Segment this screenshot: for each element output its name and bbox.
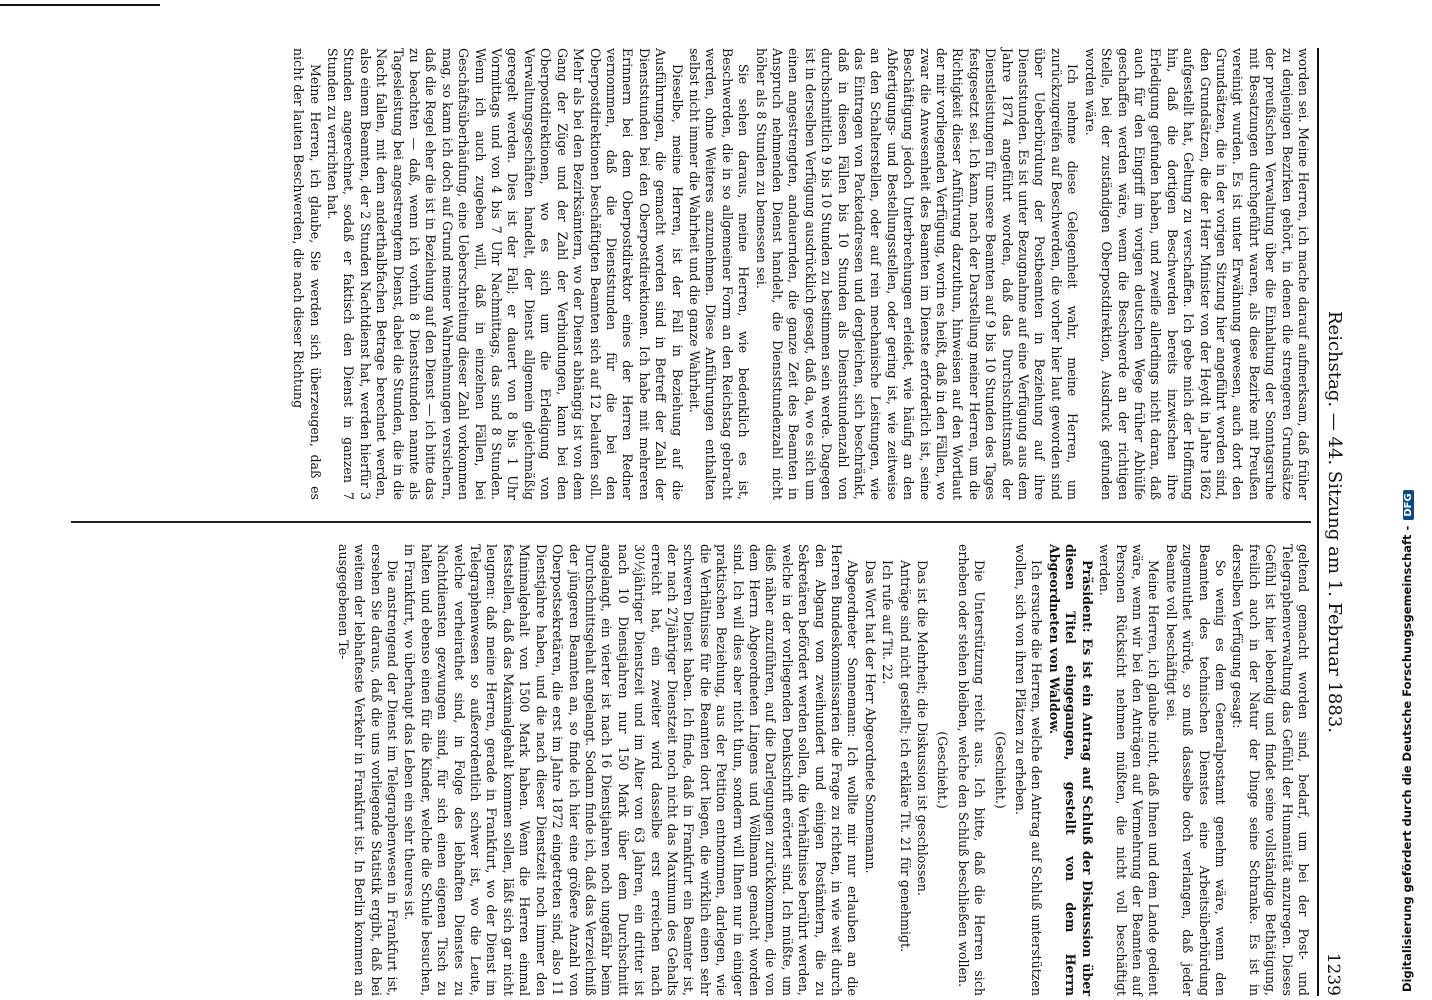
- digitization-credit: [1400, 490, 1414, 992]
- top-edge-line: [0, 4, 160, 6]
- stage-direction: (Geschieht.): [935, 731, 951, 809]
- paragraph: Die anstrengend der Dienst im Telegraphenwesen in Frankfurt ist, ersehen Sie daraus, daß die uns vorliegende Statistik ergibt, daß bei weitem der lebhafteste Verkehr in Frankfurt ist. In Berlin kommen an ausgegebenen Te-: [335, 544, 401, 996]
- paragraph: Ich nehme diese Gelegenheit wahr, meine Herren, um zurückzugreifen auf Beschwerden, die vorher hier laut geworden sind über Ueberbürdung der Postbeamten in Beziehung auf ihre Dienststunden. Es ist unter Bezugnahme auf eine Verfügung aus dem Jahre 1874 angeführt worden, daß das Durchschnittsmaß der Dienstleistungen für unsere Beamten auf 9 bis 10 Stunden des Tages festgesetzt sei. Ich kann, nach der Darstellung meiner Herren, um die Richtigkeit dieser Anführung darzuthun, hinweisen auf den Wortlaut der mir vorliegenden Verfügung, worin es heißt, daß in den Fällen, wo zwar die Anwesenheit des Beamten im Dienste erforderlich ist, seine Beschäftigung jedoch Unterbrechungen erleidet, wie häufig an den Abfertigungs- und Bestellungsstellen, oder gering ist, wie zeitweise an den Schalterstellen, oder auf rein mechanische Leistungen, wie das Eintragen von Packetadressen und dergleichen, sich beschränkt, daß in diesen Fällen bis 10 Stunden als Dienststundenzahl von durchschnittlich 9 bis 10 Stunden zu bestimmen sein werde. Dagegen ist in derselben Verfügung ausdrücklich gesagt, daß da, wo es sich um einen angestrengten, andauernden, die ganze Zeit des Beamten in Anspruch nehmenden Dienst handelt, die Dienststundenzahl nicht höher als 8 Stunden zu bemessen sei.: [753, 48, 1081, 500]
- paragraph: Ich ersuche die Herren, welche den Antrag auf Schluß unterstützen wollen, sich von ihren Plätzen zu erheben.: [1013, 544, 1045, 996]
- paragraph: Das ist die Mehrheit; die Diskussion ist geschlossen.: [915, 560, 931, 896]
- speech-sonnemann: Abgeordneter Sonnemann: Ich wollte mir nur erlauben an die Herren Bundeskommissarien die Frage zu richten, in wie weit durch den Abgang von zweihundert und einigen Postämtern, die zu Sekretären befördert werden sollen, die Verhältnisse berührt werden, welche in der vorliegenden Denkschrift erörtert sind. Ich müßte, um dieß näher anzuführen, auf die Darlegungen zurückkommen, die von dem Herrn Abgeordneten Lingens und Wöllmann gemacht worden sind. Ich will dies aber nicht thun, sondern will Ihnen nur in einiger praktischen Beziehung, aus der Petition entnommen, darlegen, wie die Verhältnisse für die Beamten dort liegen, die wirklich einen sehr schweren Dienst haben. Ich finde, daß in Frankfurt ein Beamter ist, der nach 27jähriger Dienstzeit noch nicht das Maximum des Gehalts erreicht hat, ein zweiter wird dasselbe erst erreichen nach 30½jähriger Dienstzeit und im Alter von 63 Jahren, ein dritter ist nach 10 Dienstjahren nur 150 Mark über dem Durchschnitt angelangt, ein vierter ist nach 16 Dienstjahren noch ungefähr beim Durchschnittsgehalt angelangt. Sodann finde ich, daß das Verzeichniß der jüngeren Beamten an, so finde ich hier eine größere Anzahl von Oberpostsekretären, die erst im Jahre 1872 eingetreten sind, also 11 Dienstjahre haben, und die nach dieser Dienstzeit noch immer den Minimalgehalt von 1500 Mark haben. Wenn die Herren einmal feststellen, daß das Maximalgehalt kommen sollen, läßt sich gar nicht leugnen: daß meine Herren, gerade in Frankfurt, wo der Dienst im Telegraphenwesen so außerordentlich schwer ist, wo die Leute, welche verheirathet sind, in Folge des lebhaften Dienstes zu Nachtdiensten gezwungen sind, für sich einen eigenen Tisch zu halten und ebenso einen für die Kinder, welche die Schule besuchen, in Frankfurt, wo überhaupt das Leben ein sehr theures ist.: [402, 544, 861, 996]
- column-divider: [71, 521, 1311, 523]
- paragraph: Meine Herren, ich glaube, Sie werden sich überzeugen, daß es nicht der lauten Beschwerden, die nach dieser Richtung: [291, 48, 323, 500]
- page-number: 1239: [1323, 952, 1343, 996]
- text-column-left: [289, 48, 1311, 500]
- stage-direction: (Geschieht.): [992, 731, 1008, 809]
- scanned-page: [65, 48, 1345, 996]
- quotation: So wenig es dem Generalpostamt genehm wäre, wenn den Beamten des technischen Dienstes eine Arbeitsüberbürdung zugemuthet würde, so muß dasselbe doch verlangen, daß jeder Beamte voll beschäftigt sei.: [1163, 544, 1228, 996]
- text-column-right: [333, 544, 1311, 996]
- credit-text: Digitalisierung gefördert durch die Deutsche Forschungsgemeinschaft -: [1400, 525, 1414, 992]
- paragraph: Anträge sind nicht gestellt; ich erkläre Tit. 21 für genehmigt.: [897, 560, 913, 953]
- page-title: Reichstag. — 44. Sitzung am 1. Februar 1883.: [1324, 311, 1345, 733]
- paragraph: Ich rufe auf Tit. 22.: [880, 560, 896, 685]
- paragraph: Sie sehen daraus, meine Herren, wie bedenklich es ist, Beschwerden, die in so allgemeiner Form an den Reichstag gebracht werden, ohne Weiteres anzunehmen. Diese Anführungen enthalten selbst nicht immer die Wahrheit und die ganze Wahrheit.: [686, 48, 752, 500]
- paragraph: Die Unterstützung reicht aus. Ich bitte, daß die Herren sich erheben oder stehen bleiben, welche den Schluß beschließen wollen.: [955, 544, 988, 996]
- paragraph: geltend gemacht worden sind, bedarf, um bei der Post- und Telegraphenverwaltung das Gefühl der Humanität anzuregen. Dieses Gefühl ist hier lebendig und findet seine vollständige Bethätigung, freilich auch in der Natur der Dinge seine Schranke. Es ist in derselben Verfügung gesagt:: [1230, 544, 1311, 996]
- dfg-logo: DFG: [1403, 490, 1414, 519]
- page-header: [1321, 48, 1345, 996]
- header-rule: [1317, 48, 1319, 996]
- president-statement: Präsident: Es ist ein Antrag auf Schluß der Diskussion über diesen Titel eingegangen, gestellt von dem Herrn Abgeordneten von Waldow.: [1046, 544, 1095, 996]
- paragraph: Dieselbe, meine Herren, ist der Fall in Beziehung auf die Ausführungen, die gemacht worden sind in Betreff der Zahl der Dienststunden bei den Oberpostdirektionen. Ich habe mit mehreren Erinnern bei dem Oberpostdirektor eines der Herren Redner vernommen, daß die Dienststunden für die bei den Oberpostdirektionen beschäftigten Beamten sich auf 12 belaufen soll. Mehr als bei den Bezirksämtern, wo der Dienst abhängig ist von dem Gang der Züge und der Zahl der Verbindungen, kann bei den Oberpostdirektionen, wo es sich um die Erledigung von Verwaltungsgeschäften handelt, der Dienst allgemein gleichmäßig geregelt werden. Dies ist der Fall; er dauert von 8 bis 1 Uhr Vormittags und von 4 bis 7 Uhr Nachmittags, das sind 8 Stunden. Wenn ich auch zugeben will, daß in einzelnen Fällen, bei Geschäftsüberhäufung, eine Ueberschreitung dieser Zahl vorkommen mag, so kann ich doch auf Grund meiner Wahrnehmungen versichern, daß die Regel eher die ist in Beziehung auf den Dienst — ich bitte das zu beachten — daß, wenn ich vorhin 8 Dienststunden nannte als Tagesleistung bei angestrengtem Dienst, dabei die Stunden, die in die Nacht fallen, mit dem anderthalbfachen Betrage berechnet werden, also einem Beamten, der 2 Stunden Nachtdienst hat, werden hierfür 3 Stunden angerechnet, sodaß er faktisch den Dienst in ganzen 7 Stunden zu verrichten hat.: [325, 48, 685, 500]
- paragraph: Meine Herren, ich glaube nicht, daß Ihnen und dem Lande gedient wäre, wenn wir bei den Anträgen auf Vermehrung der Beamten auf Personen Rücksicht nehmen müßten, die nicht voll beschäftigt werden.: [1097, 544, 1162, 996]
- paragraph: worden sei. Meine Herren, ich mache darauf aufmerksam, daß früher zu denjenigen Bezirken gehört, in denen die strengeren Grundsätze der preußischen Verwaltung über die Einhaltung der Sonntagsruhe mit Besatzungen durchgeführt waren, als diese Bezirke mit Preußen vereinigt wurden. Es ist unter Erwähnung gewesen, auch dort den Grundsätzen, die in der vorigen Sitzung hier angeführt worden sind, den Grundsätzen, die der Herr Minister von der Heydt in Jahre 1862 aufgestellt hat, Geltung zu verschaffen. Ich gebe mich der Hoffnung hin, daß die dortigen Beschwerden bereits inzwischen ihre Erledigung gefunden haben, und zweifle allerdings nicht daran, daß auch für den Eingriff im vorigen deutschen Wege früher Abhülfe geschaffen werden wäre, wenn die Beschwerde an der richtigen Stelle, bei der zuständigen Oberpostdirektion, Ausdruck gefunden worden wäre.: [1082, 48, 1311, 500]
- paragraph: Das Wort hat der Herr Abgeordnete Sonnemann.: [862, 560, 878, 874]
